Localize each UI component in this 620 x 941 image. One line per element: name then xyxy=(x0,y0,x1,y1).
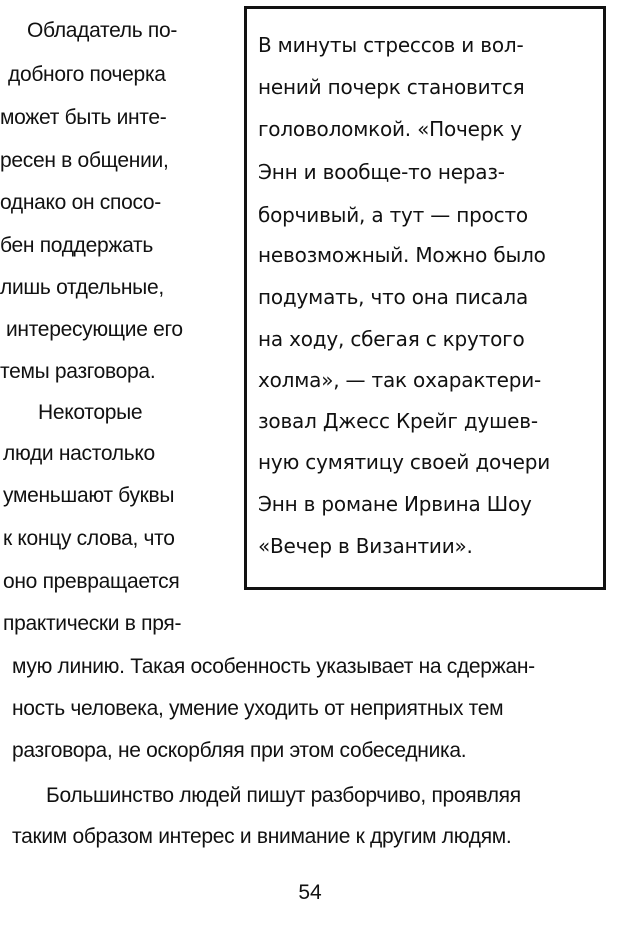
page-number: 54 xyxy=(298,881,322,904)
box-text-line: нений почерк становится xyxy=(258,75,525,99)
text-line: темы разговора. xyxy=(0,360,156,383)
text-line: таким образом интерес и внимание к другим людям. xyxy=(12,825,512,848)
box-text-line: борчивый, а тут — просто xyxy=(258,203,528,227)
text-line: разговора, не оскорбляя при этом собеседника. xyxy=(12,739,467,762)
text-line: лишь отдельные, xyxy=(0,276,164,299)
text-line: интересующие его xyxy=(6,318,183,341)
box-text-line: невозможный. Можно было xyxy=(258,243,546,267)
box-text-line: головоломкой. «Почерк у xyxy=(258,117,522,141)
text-line: бен поддержать xyxy=(0,234,153,257)
box-text-line: Энн и вообще-то нераз- xyxy=(258,160,505,184)
box-text-line: Энн в романе Ирвина Шоу xyxy=(258,492,532,516)
box-text-line: ную сумятицу своей дочери xyxy=(258,450,551,474)
text-line: оно превращается xyxy=(3,570,180,593)
text-line: однако он спосо- xyxy=(0,191,161,214)
text-line: может быть инте- xyxy=(0,106,167,129)
box-text-line: холма», — так охарактери- xyxy=(258,368,542,392)
box-text-line: подумать, что она писала xyxy=(258,285,529,309)
text-line: уменьшают буквы xyxy=(3,484,175,507)
text-line: люди настолько xyxy=(3,442,155,465)
sidebar-box xyxy=(244,6,606,590)
text-line: практически в пря- xyxy=(3,612,182,635)
box-text-line: на ходу, сбегая с крутого xyxy=(258,327,525,351)
text-line: Некоторые xyxy=(38,401,143,424)
text-line: мую линию. Такая особенность указывает на сдержан- xyxy=(12,655,535,678)
text-line: к концу слова, что xyxy=(3,527,175,550)
text-line: добного почерка xyxy=(8,63,166,86)
text-line: ресен в общении, xyxy=(0,149,169,172)
box-text-line: В минуты стрессов и вол- xyxy=(258,33,524,57)
box-text-line: зовал Джесс Крейг душев- xyxy=(258,409,538,433)
text-line: Обладатель по- xyxy=(27,19,178,42)
box-text-line: «Вечер в Византии». xyxy=(258,534,473,558)
text-line: ность человека, умение уходить от неприятных тем xyxy=(12,697,504,720)
text-line: Большинство людей пишут разборчиво, проявляя xyxy=(46,784,521,807)
